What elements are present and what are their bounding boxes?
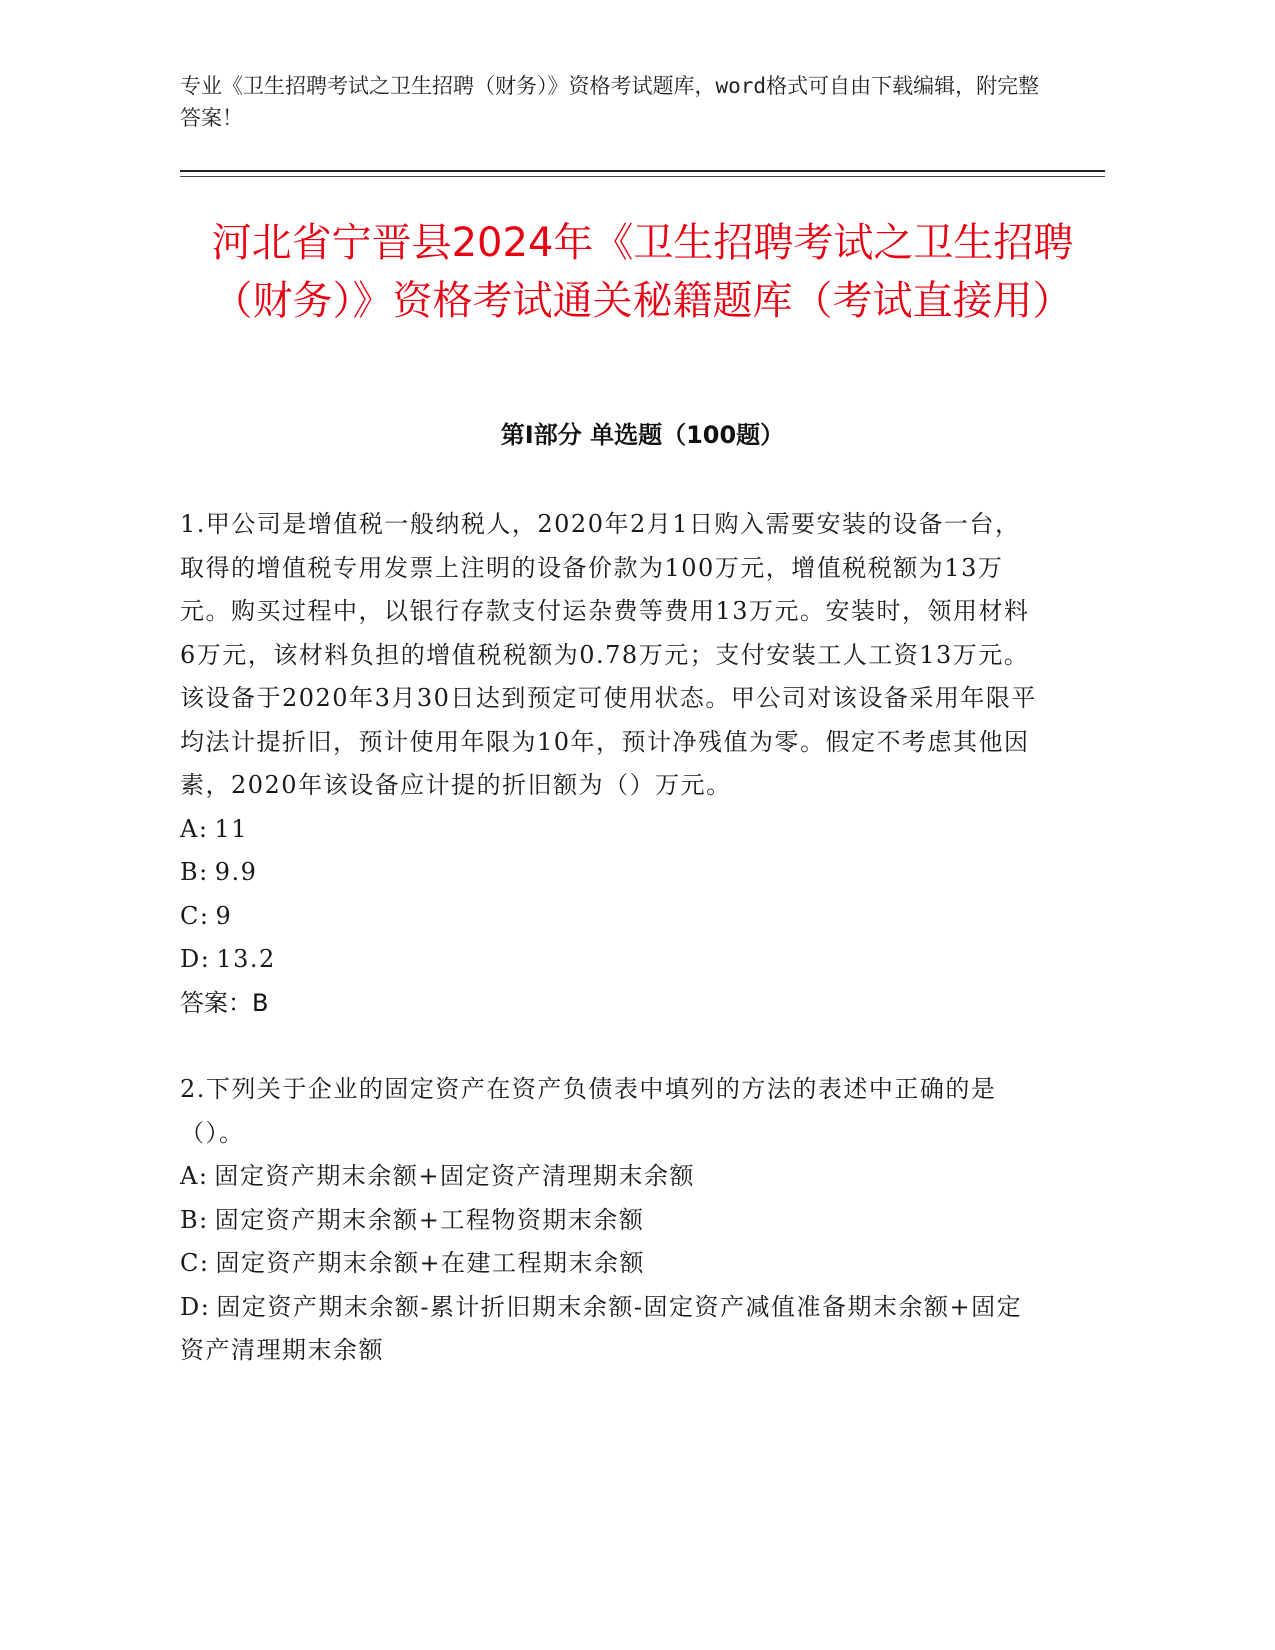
- question-stem: 1.甲公司是增值税一般纳税人，2020年2月1日购入需要安装的设备一台，取得的增值税专用发票上注明的设备价款为100万元，增值税税额为13万元。购买过程中，以银行存款支付运杂费等费用13万元。安装时，领用材料6万元，该材料负担的增值税税额为0.78万元；支付安装工人工资13万元。该设备于2020年3月30日达到预定可使用状态。甲公司对该设备采用年限平均法计提折旧，预计使用年限为10年，预计净残值为零。假定不考虑其他因素，2020年该设备应计提的折旧额为（）万元。: [180, 510, 1037, 799]
- option-text: 11: [214, 814, 248, 843]
- question-stem: 2.下列关于企业的固定资产在资产负债表中填列的方法的表述中正确的是（）。: [180, 1075, 997, 1147]
- document-title: 河北省宁晋县2024年《卫生招聘考试之卫生招聘（财务）》资格考试通关秘籍题库（考试直接用）: [211, 220, 1074, 324]
- option-text: 9.9: [214, 858, 258, 886]
- option-c: [180, 895, 1040, 939]
- option-letter: A:: [180, 1162, 209, 1190]
- option-letter: D:: [180, 945, 211, 973]
- option-a: [180, 1155, 1040, 1199]
- section-heading: 第I部分 单选题（100题）: [500, 421, 785, 449]
- option-letter: B:: [180, 858, 209, 886]
- option-list: [180, 808, 1040, 982]
- option-text: 13.2: [216, 945, 276, 973]
- answer-label: 答案：B: [180, 988, 269, 1017]
- option-text: 9: [215, 901, 233, 930]
- option-d: [180, 938, 1040, 982]
- option-a: [180, 808, 1040, 852]
- option-b: [180, 1199, 1040, 1243]
- option-d: [180, 1286, 1040, 1373]
- option-text: 固定资产期末余额-累计折旧期末余额-固定资产减值准备期末余额+固定资产清理期末余额: [180, 1292, 1023, 1364]
- option-text: 固定资产期末余额+工程物资期末余额: [214, 1205, 645, 1234]
- option-b: [180, 851, 1040, 895]
- option-letter: C:: [180, 1249, 210, 1277]
- header-note: 专业《卫生招聘考试之卫生招聘（财务）》资格考试题库，word格式可自由下载编辑，附完整答案！: [180, 74, 1040, 130]
- option-text: 固定资产期末余额+固定资产清理期末余额: [214, 1162, 696, 1190]
- option-letter: C:: [180, 901, 210, 930]
- option-letter: D:: [180, 1292, 211, 1321]
- option-letter: B:: [180, 1205, 209, 1234]
- option-list: [180, 1155, 1040, 1373]
- header-divider-thick: [180, 170, 1105, 172]
- option-c: [180, 1242, 1040, 1286]
- option-text: 固定资产期末余额+在建工程期末余额: [215, 1249, 646, 1277]
- question-1: [180, 503, 1040, 1025]
- header-divider-thin: [180, 176, 1105, 177]
- question-list: [180, 503, 1040, 1416]
- option-letter: A:: [180, 814, 209, 843]
- question-2: [180, 1068, 1040, 1373]
